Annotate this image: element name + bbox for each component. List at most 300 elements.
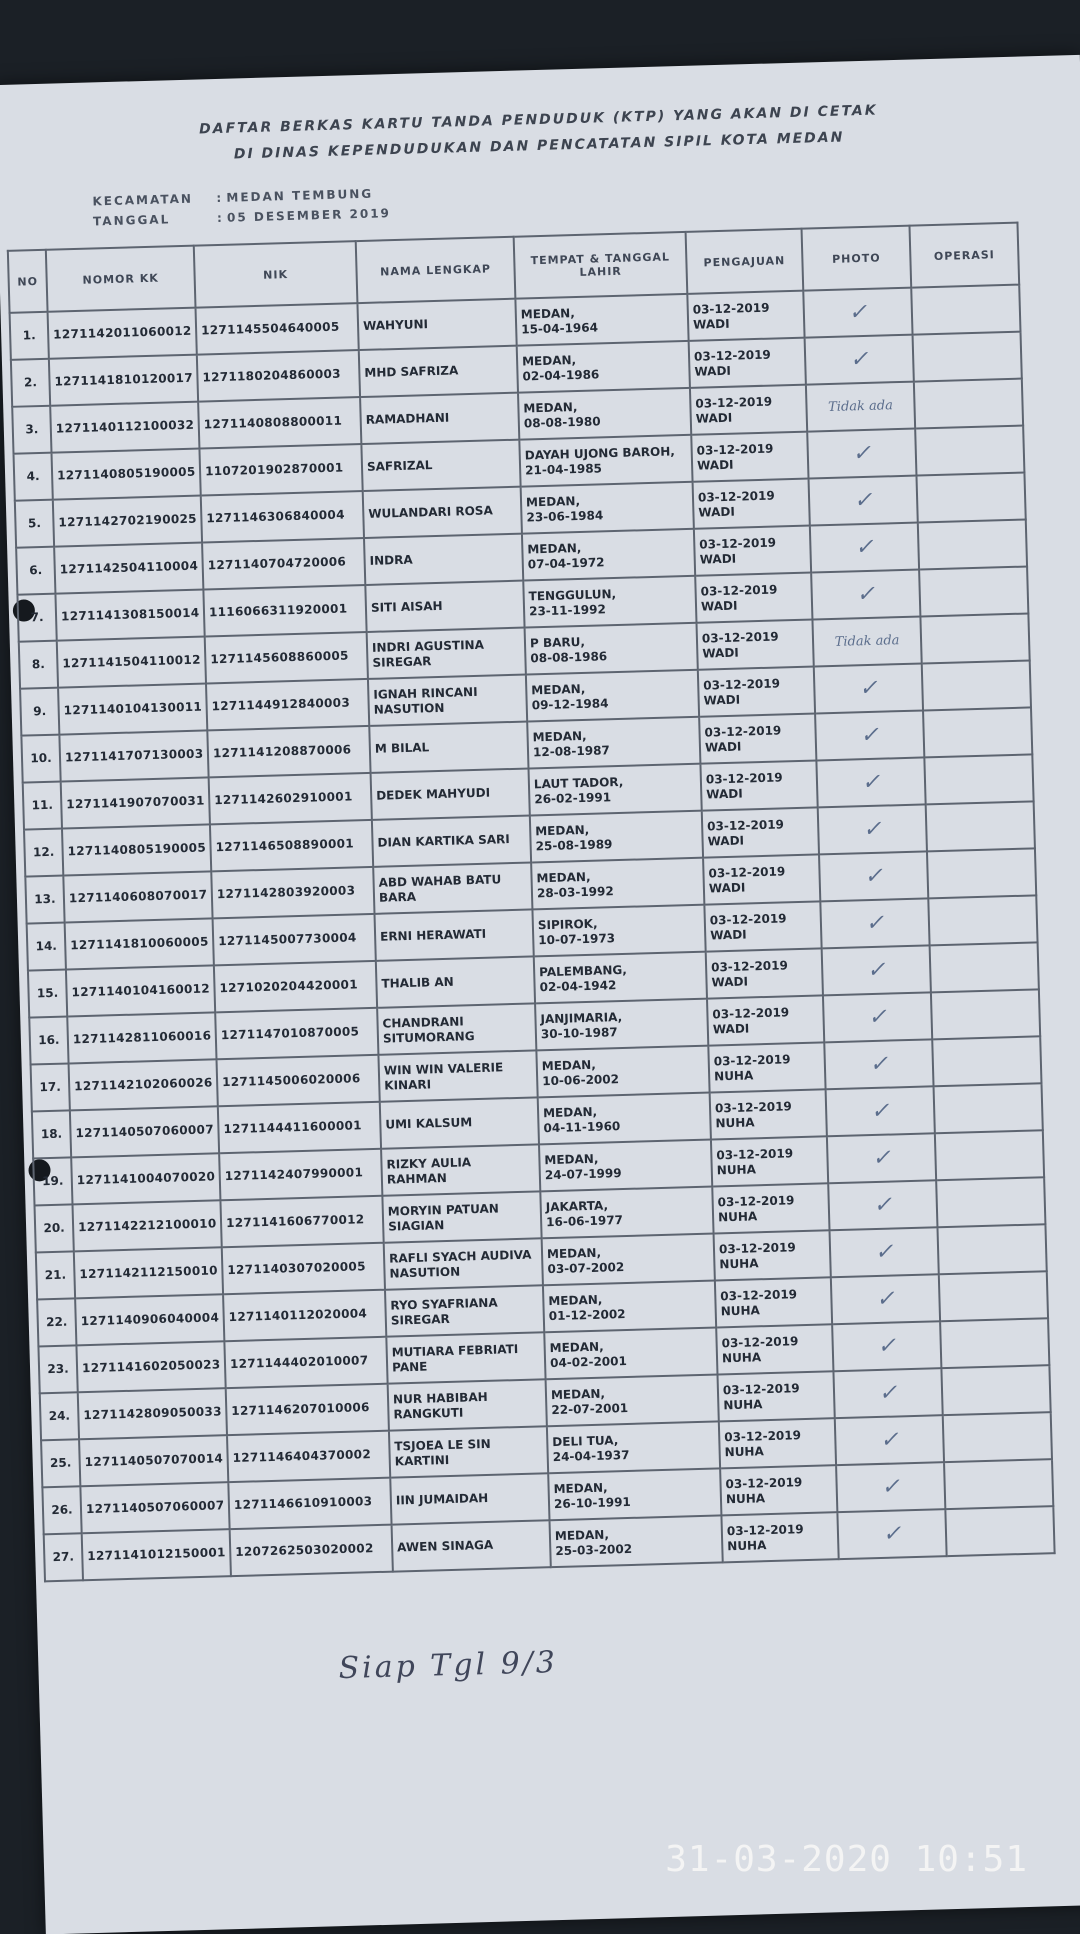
nik-nik: 1271180204860003	[202, 366, 342, 385]
nik-cell	[199, 444, 362, 496]
photo-check-cell	[823, 992, 932, 1042]
nik-nik: 1271140307020005	[227, 1259, 366, 1278]
operasi-cell	[924, 754, 1033, 804]
tempat-tanggal-lahir-tgl: 08-08-1980	[523, 413, 601, 431]
row-number	[17, 594, 56, 642]
row-number	[32, 1110, 71, 1158]
nama-nama: TSJOEA LE SIN KARTINI	[394, 1436, 491, 1469]
header-nomor-kk: NOMOR KK	[46, 246, 196, 312]
operasi-cell	[920, 613, 1029, 663]
operasi-cell	[923, 707, 1032, 757]
tempat-tanggal-lahir-tempat: MEDAN,	[532, 728, 587, 744]
tempat-tanggal-lahir-tempat: MEDAN,	[527, 540, 582, 556]
ktp-table	[7, 222, 1056, 1583]
pengajuan-petugas: WADI	[694, 363, 732, 379]
pengajuan-petugas: WADI	[710, 926, 747, 942]
photo-check-cell	[836, 1462, 945, 1512]
nik-nik: 1271145608860005	[210, 648, 349, 667]
tempat-tanggal-lahir-tempat: SIPIROK,	[537, 916, 598, 932]
nik-cell	[206, 679, 369, 731]
row-number-no: 6.	[29, 563, 43, 578]
nama-nama: ABD WAHAB BATU BARA	[378, 871, 502, 905]
nama-cell	[386, 1332, 545, 1383]
nik-cell	[218, 1102, 381, 1154]
nik-nik: 1271144912840003	[211, 695, 351, 714]
nama-cell	[374, 909, 533, 960]
row-number-no: 24.	[48, 1408, 71, 1424]
nomor-kk-kk: 1271141004070020	[76, 1169, 216, 1188]
pengajuan-pengajuan: 03-12-2019	[706, 816, 785, 834]
pengajuan-cell	[715, 1277, 832, 1327]
tempat-tanggal-lahir-tgl: 04-11-1960	[543, 1118, 621, 1135]
tempat-tanggal-lahir-tempat: P BARU,	[529, 634, 586, 650]
header-tempat-tanggal-lahir: TEMPAT & TANGGAL LAHIR	[514, 232, 688, 299]
photo-check-photo: ✓	[865, 910, 885, 937]
operasi-cell	[918, 520, 1027, 570]
pengajuan-pengajuan: 03-12-2019	[725, 1474, 803, 1491]
nomor-kk-cell	[61, 777, 210, 828]
nomor-kk-kk: 1271140906040004	[80, 1310, 220, 1329]
photo-check-cell	[807, 429, 916, 479]
pengajuan-cell	[698, 667, 815, 717]
pengajuan-pengajuan: 03-12-2019	[704, 722, 782, 740]
operasi-cell	[927, 848, 1036, 898]
tempat-tanggal-lahir-cell	[548, 1468, 721, 1520]
photo-check-photo: ✓	[849, 346, 869, 373]
pengajuan-petugas: NUHA	[724, 1443, 764, 1459]
tempat-tanggal-lahir-cell	[530, 811, 703, 863]
tempat-tanggal-lahir-tgl: 02-04-1942	[539, 977, 617, 994]
photo-check-photo: ✓	[882, 1521, 902, 1547]
nik-nik: 1271142407990001	[224, 1165, 364, 1184]
photo-check-photo: ✓	[853, 487, 873, 514]
row-number-no: 14.	[35, 938, 58, 954]
tempat-tanggal-lahir-cell	[531, 858, 704, 910]
nomor-kk-cell	[62, 824, 211, 875]
nama-nama: IGNAH RINCANI NASUTION	[373, 684, 478, 717]
nama-nama: WIN WIN VALERIE KINARI	[383, 1059, 504, 1093]
row-number-no: 4.	[26, 469, 40, 484]
photo-check-cell	[832, 1321, 941, 1371]
row-number	[21, 735, 60, 783]
nama-cell	[390, 1473, 549, 1524]
operasi-cell	[931, 989, 1040, 1039]
tempat-tanggal-lahir-tgl: 07-04-1972	[527, 554, 605, 571]
photo-check-photo: ✓	[861, 769, 881, 796]
pengajuan-pengajuan: 03-12-2019	[726, 1521, 804, 1538]
row-number-no: 22.	[45, 1314, 68, 1330]
pengajuan-petugas: WADI	[692, 316, 730, 332]
pengajuan-petugas: NUHA	[720, 1302, 761, 1318]
row-number-no: 23.	[47, 1361, 69, 1377]
pengajuan-petugas: NUHA	[719, 1255, 759, 1271]
tempat-tanggal-lahir-tgl: 23-11-1992	[528, 601, 607, 618]
nama-cell	[365, 581, 524, 632]
nomor-kk-cell	[76, 1341, 225, 1392]
nik-nik: 1271144411600001	[223, 1118, 362, 1137]
nama-nama: SITI AISAH	[370, 598, 443, 615]
pengajuan-pengajuan: 03-12-2019	[693, 347, 771, 364]
nama-cell	[360, 393, 519, 444]
pengajuan-petugas: WADI	[703, 692, 741, 708]
kecamatan-value: MEDAN TEMBUNG	[226, 186, 374, 205]
pengajuan-cell	[702, 807, 819, 857]
nik-cell	[205, 632, 368, 684]
pengajuan-cell	[706, 948, 823, 998]
nomor-kk-kk: 1271142702190025	[58, 511, 197, 530]
row-number-no: 11.	[31, 797, 54, 813]
tempat-tanggal-lahir-tempat: TENGGULUN,	[528, 586, 617, 603]
tempat-tanggal-lahir-cell	[517, 341, 690, 393]
nomor-kk-kk: 1271141308150014	[60, 605, 200, 624]
tempat-tanggal-lahir-tempat: LAUT TADOR,	[533, 774, 624, 791]
tempat-tanggal-lahir-cell	[544, 1327, 717, 1379]
pengajuan-pengajuan: 03-12-2019	[718, 1239, 796, 1256]
photo-check-photo: ✓	[873, 1192, 893, 1219]
nomor-kk-kk: 1271142112150010	[79, 1263, 218, 1282]
nomor-kk-kk: 1271140507070014	[84, 1451, 224, 1470]
pengajuan-pengajuan: 03-12-2019	[705, 769, 783, 787]
tempat-tanggal-lahir-cell	[538, 1093, 711, 1145]
header-nik: NIK	[194, 241, 358, 307]
nama-cell	[382, 1191, 541, 1242]
row-number-no: 2.	[23, 375, 38, 390]
pengajuan-pengajuan: 03-12-2019	[700, 581, 778, 599]
nama-cell	[368, 675, 527, 726]
document-title-line2: DI DINAS KEPENDUDUKAN DAN PENCATATAN SIPIL KOTA MEDAN	[233, 129, 845, 163]
row-number	[44, 1533, 83, 1581]
tempat-tanggal-lahir-cell	[547, 1421, 720, 1473]
nomor-kk-kk: 1271140507060007	[75, 1122, 215, 1141]
tempat-tanggal-lahir-cell	[522, 529, 695, 581]
nomor-kk-kk: 1271141810120017	[54, 370, 194, 389]
row-number	[41, 1439, 80, 1487]
operasi-cell	[939, 1271, 1048, 1321]
nomor-kk-kk: 1271142809050033	[83, 1404, 222, 1423]
photo-check-photo: ✓	[856, 581, 876, 608]
tempat-tanggal-lahir-cell	[519, 435, 692, 487]
tanggal-label: TANGGAL	[92, 212, 171, 229]
tempat-tanggal-lahir-cell	[525, 623, 698, 675]
pengajuan-cell	[691, 432, 808, 482]
pengajuan-pengajuan: 03-12-2019	[716, 1145, 794, 1162]
pengajuan-cell	[699, 713, 816, 763]
pengajuan-petugas: WADI	[700, 598, 738, 614]
pengajuan-cell	[714, 1230, 831, 1280]
photo-check-photo: ✓	[848, 299, 868, 326]
pengajuan-petugas: NUHA	[723, 1396, 763, 1412]
pengajuan-cell	[696, 620, 813, 670]
nomor-kk-cell	[80, 1482, 229, 1533]
tempat-tanggal-lahir-tempat: DELI TUA,	[552, 1432, 619, 1449]
nik-nik: 1271141208870006	[212, 742, 352, 761]
pengajuan-pengajuan: 03-12-2019	[714, 1098, 792, 1115]
tempat-tanggal-lahir-cell	[523, 576, 696, 628]
tempat-tanggal-lahir-cell	[515, 294, 688, 346]
nik-nik: 1207262503020002	[235, 1541, 374, 1560]
pengajuan-pengajuan: 03-12-2019	[696, 441, 774, 458]
nik-cell	[220, 1196, 383, 1248]
document-sheet	[0, 55, 1080, 1934]
nik-nik: 1271147010870005	[220, 1024, 360, 1043]
row-number-no: 15.	[36, 985, 59, 1001]
nik-cell	[223, 1290, 386, 1342]
nomor-kk-cell	[50, 402, 199, 453]
row-number	[28, 970, 67, 1018]
nama-nama: RAMADHANI	[365, 410, 450, 427]
nomor-kk-kk: 1271140608070017	[68, 887, 208, 906]
tempat-tanggal-lahir-tempat: MEDAN,	[550, 1386, 606, 1402]
nik-nik: 1271146207010006	[231, 1400, 370, 1419]
nik-cell	[210, 820, 373, 872]
operasi-cell	[926, 801, 1035, 851]
operasi-cell	[914, 379, 1023, 429]
nama-cell	[388, 1379, 547, 1430]
photo-check-photo: ✓	[870, 1098, 890, 1125]
pengajuan-cell	[719, 1418, 836, 1468]
nama-cell	[389, 1426, 548, 1477]
nik-cell	[203, 585, 366, 637]
photo-check-cell	[827, 1133, 936, 1183]
pengajuan-cell	[721, 1512, 838, 1562]
photo-check-cell	[806, 382, 915, 432]
tempat-tanggal-lahir-tempat: MEDAN,	[520, 305, 575, 322]
nama-nama: INDRI AGUSTINA SIREGAR	[371, 637, 485, 670]
nomor-kk-cell	[71, 1153, 220, 1204]
nama-nama: INDRA	[369, 552, 413, 568]
tempat-tanggal-lahir-tempat: MEDAN,	[541, 1057, 596, 1073]
nama-nama: DEDEK MAHYUDI	[376, 785, 491, 803]
photo-check-cell	[828, 1180, 937, 1230]
nomor-kk-cell	[66, 965, 215, 1016]
photo-check-cell	[831, 1274, 940, 1324]
nama-nama: ERNI HERAWATI	[379, 926, 487, 944]
tempat-tanggal-lahir-tempat: MEDAN,	[546, 1245, 602, 1261]
tempat-tanggal-lahir-tempat: MEDAN,	[553, 1480, 608, 1496]
row-number	[31, 1063, 70, 1111]
tempat-tanggal-lahir-cell	[529, 764, 702, 816]
nik-cell	[201, 491, 364, 543]
nomor-kk-cell	[79, 1435, 228, 1486]
row-number-no: 3.	[25, 422, 39, 437]
tempat-tanggal-lahir-cell	[542, 1234, 715, 1286]
nik-nik: 1271142803920003	[216, 883, 356, 902]
nomor-kk-cell	[65, 918, 214, 969]
tempat-tanggal-lahir-tempat: DAYAH UJONG BAROH,	[524, 443, 675, 462]
operasi-cell	[930, 942, 1039, 992]
nik-cell	[224, 1337, 387, 1389]
photo-check-cell	[811, 570, 920, 620]
tempat-tanggal-lahir-tgl: 25-08-1989	[535, 836, 613, 853]
nik-cell	[202, 538, 365, 590]
operasi-cell	[911, 285, 1020, 335]
tempat-tanggal-lahir-cell	[526, 670, 699, 722]
operasi-cell	[943, 1412, 1052, 1462]
tempat-tanggal-lahir-tempat: MEDAN,	[536, 869, 591, 885]
tempat-tanggal-lahir-tempat: MEDAN,	[544, 1151, 599, 1167]
photo-check-cell	[812, 617, 921, 667]
tempat-tanggal-lahir-tgl: 30-10-1987	[540, 1024, 618, 1041]
tempat-tanggal-lahir-tgl: 26-02-1991	[534, 789, 612, 806]
nama-cell	[364, 534, 523, 585]
row-number-no: 19.	[41, 1173, 64, 1189]
nomor-kk-kk: 1271142212100010	[77, 1216, 217, 1235]
nomor-kk-cell	[70, 1106, 219, 1157]
pengajuan-pengajuan: 03-12-2019	[703, 675, 781, 693]
tempat-tanggal-lahir-tgl: 28-03-1992	[536, 883, 614, 900]
row-number-no: 1.	[22, 328, 36, 343]
nik-nik: 1107201902870001	[204, 460, 344, 479]
nomor-kk-kk: 1271140112100032	[55, 417, 195, 436]
pengajuan-pengajuan: 03-12-2019	[695, 394, 773, 411]
nomor-kk-kk: 1271140805190005	[56, 464, 196, 483]
photo-check-cell	[819, 851, 928, 901]
photo-check-photo: ✓	[871, 1145, 892, 1172]
nama-nama: M BILAL	[374, 740, 430, 756]
pengajuan-pengajuan: 03-12-2019	[724, 1427, 802, 1444]
operasi-cell	[919, 567, 1028, 617]
nik-cell	[214, 961, 377, 1013]
photo-check-photo: ✓	[879, 1427, 899, 1453]
pengajuan-petugas: WADI	[695, 410, 733, 426]
nama-cell	[369, 722, 528, 773]
photo-check-photo: Tidak ada	[827, 397, 894, 415]
nomor-kk-cell	[57, 636, 206, 687]
header-nama-lengkap: NAMA LENGKAP	[356, 237, 516, 303]
nama-cell	[376, 956, 535, 1007]
row-number-no: 9.	[33, 703, 47, 719]
row-number	[23, 782, 62, 830]
tanggal-row	[92, 206, 392, 229]
pengajuan-petugas: WADI	[706, 786, 743, 802]
nik-cell	[198, 397, 361, 449]
pengajuan-petugas: WADI	[707, 833, 745, 849]
tempat-tanggal-lahir-tempat: MEDAN,	[542, 1104, 598, 1120]
nomor-kk-cell	[78, 1388, 227, 1439]
pengajuan-cell	[711, 1136, 828, 1186]
nama-nama: SAFRIZAL	[366, 458, 433, 474]
nama-nama: NUR HABIBAH RANGKUTI	[392, 1389, 488, 1422]
row-number	[25, 876, 64, 924]
pengajuan-pengajuan: 03-12-2019	[710, 957, 789, 974]
nik-nik: 1271146610910003	[233, 1494, 373, 1513]
nik-nik: 1271144402010007	[229, 1353, 369, 1372]
pengajuan-cell	[716, 1324, 833, 1374]
nama-cell	[371, 769, 530, 820]
tempat-tanggal-lahir-tempat: MEDAN,	[548, 1292, 603, 1308]
pengajuan-pengajuan: 03-12-2019	[717, 1192, 795, 1209]
nomor-kk-kk: 1271142504110004	[59, 558, 199, 577]
operasi-cell	[932, 1036, 1041, 1086]
tempat-tanggal-lahir-tgl: 21-04-1985	[524, 460, 603, 477]
photo-check-cell	[814, 663, 923, 713]
tempat-tanggal-lahir-tempat: MEDAN,	[523, 399, 578, 416]
row-number-no: 8.	[31, 656, 46, 672]
pengajuan-petugas: NUHA	[717, 1208, 758, 1224]
row-number-no: 10.	[30, 750, 52, 766]
nomor-kk-cell	[49, 355, 198, 406]
pengajuan-cell	[710, 1089, 827, 1139]
pengajuan-petugas: NUHA	[725, 1490, 766, 1506]
row-number-no: 16.	[38, 1032, 60, 1048]
row-number	[33, 1157, 72, 1205]
pengajuan-cell	[712, 1183, 829, 1233]
nik-nik: 1116066311920001	[208, 601, 348, 620]
nama-cell	[378, 1050, 537, 1101]
nama-cell	[377, 1003, 536, 1054]
pengajuan-petugas: WADI	[702, 645, 739, 661]
handwritten-note: Siap Tgl 9/3	[338, 1645, 559, 1687]
nama-nama: THALIB AN	[381, 974, 454, 991]
separator: :	[216, 210, 225, 225]
photo-check-cell	[803, 288, 912, 338]
operasi-cell	[944, 1459, 1053, 1509]
row-number-no: 13.	[34, 891, 56, 907]
row-number	[35, 1204, 74, 1252]
nomor-kk-kk: 1271141907070031	[66, 793, 205, 812]
nomor-kk-cell	[75, 1294, 224, 1345]
nomor-kk-cell	[74, 1247, 223, 1298]
nomor-kk-cell	[55, 590, 204, 641]
pengajuan-cell	[707, 995, 824, 1045]
nomor-kk-cell	[69, 1059, 218, 1110]
pengajuan-cell	[695, 573, 812, 623]
nik-cell	[216, 1055, 379, 1107]
row-number	[14, 453, 53, 501]
pengajuan-cell	[704, 901, 821, 951]
row-number	[20, 688, 59, 736]
tempat-tanggal-lahir-tempat: MEDAN,	[535, 822, 590, 838]
row-number	[24, 829, 63, 877]
nik-nik: 1271146508890001	[215, 836, 355, 855]
pengajuan-pengajuan: 03-12-2019	[712, 1004, 790, 1021]
row-number-no: 5.	[27, 516, 42, 531]
row-number	[38, 1345, 77, 1393]
pengajuan-cell	[708, 1042, 825, 1092]
nomor-kk-cell	[67, 1012, 216, 1063]
nik-nik: 1271145006020006	[221, 1071, 361, 1090]
photo-check-photo: ✓	[875, 1286, 896, 1313]
pengajuan-pengajuan: 03-12-2019	[720, 1286, 798, 1303]
photo-timestamp: 31-03-2020 10:51	[665, 1839, 1028, 1880]
pengajuan-petugas: WADI	[708, 880, 746, 896]
photo-check-photo: ✓	[862, 816, 882, 843]
nomor-kk-kk: 1271142811060016	[72, 1028, 212, 1047]
nama-nama: RAFLI SYACH AUDIVA NASUTION	[388, 1247, 532, 1281]
pengajuan-pengajuan: 03-12-2019	[692, 300, 770, 317]
nama-cell	[359, 346, 518, 397]
nomor-kk-kk: 1271140805190005	[67, 840, 207, 859]
document-title-line1: DAFTAR BERKAS KARTU TANDA PENDUDUK (KTP) YANG AKAN DI CETAK	[198, 102, 878, 138]
pengajuan-petugas: NUHA	[715, 1114, 755, 1130]
nama-nama: MHD SAFRIZA	[364, 363, 459, 380]
tempat-tanggal-lahir-tgl: 02-04-1986	[522, 366, 600, 384]
tempat-tanggal-lahir-cell	[549, 1515, 722, 1567]
row-number-no: 7.	[30, 609, 44, 625]
pengajuan-cell	[694, 526, 811, 576]
photo-check-photo: ✓	[877, 1333, 897, 1359]
nomor-kk-kk: 1271140104160012	[71, 981, 211, 1000]
pengajuan-cell	[689, 338, 806, 388]
row-number	[16, 547, 55, 595]
photo-check-cell	[824, 1039, 933, 1089]
nomor-kk-kk: 1271140507060007	[85, 1498, 225, 1517]
pengajuan-cell	[700, 760, 817, 810]
nik-nik: 1271146404370002	[232, 1447, 372, 1466]
photo-check-photo: ✓	[881, 1474, 901, 1500]
nama-cell	[361, 440, 520, 491]
nomor-kk-cell	[72, 1200, 221, 1251]
